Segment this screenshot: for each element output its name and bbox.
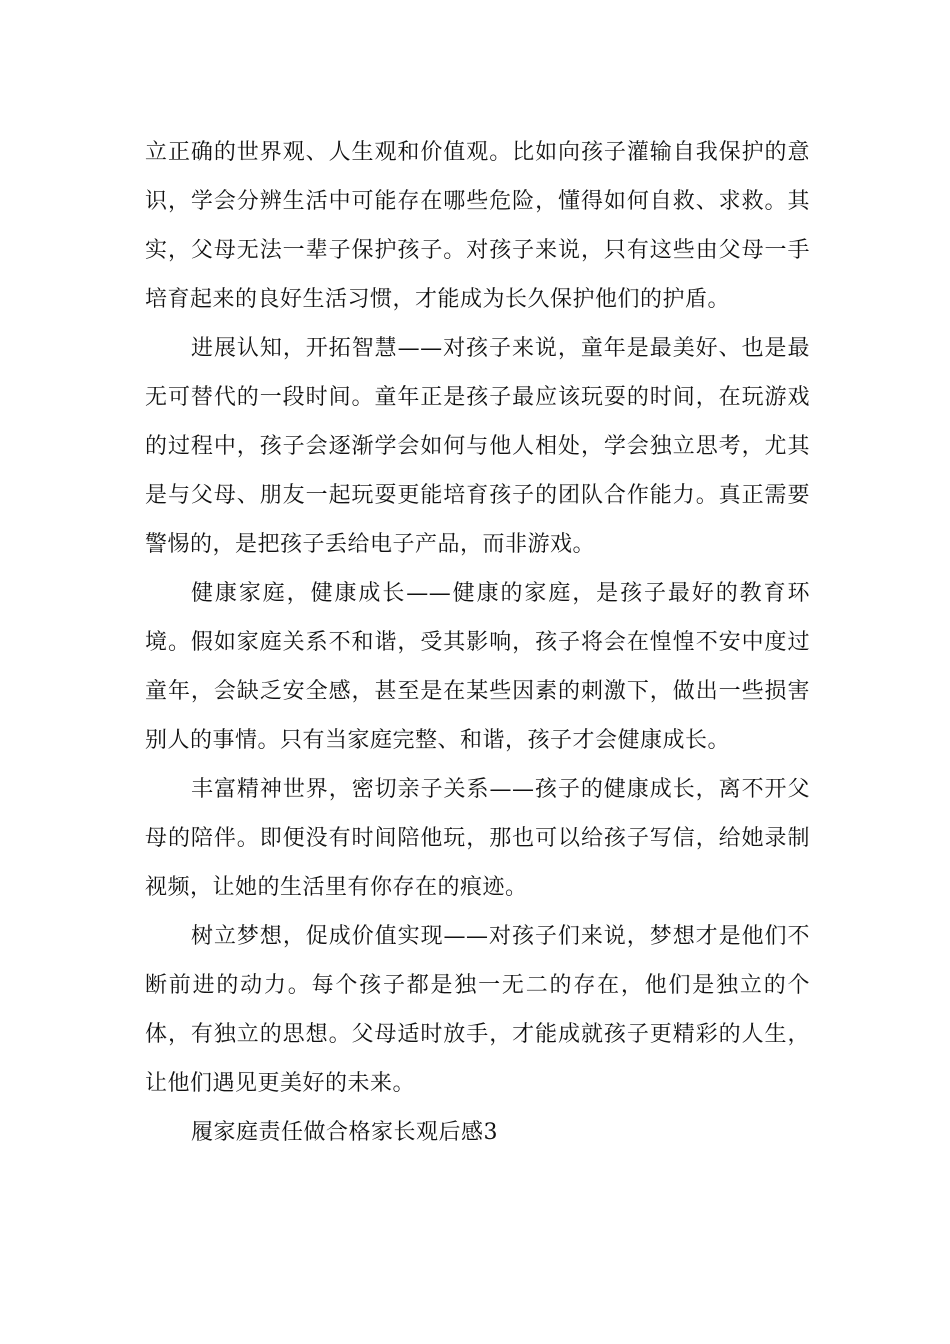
paragraph-healthy-family: 健康家庭，健康成长——健康的家庭，是孩子最好的教育环境。假如家庭关系不和谐，受其影响，孩子将会在惶惶不安中度过童年，会缺乏安全感，甚至是在某些因素的刺激下，做出一些损害别人的事情。只有当家庭完整、和谐，孩子才会健康成长。 xyxy=(145,581,810,753)
paragraph-spiritual-world: 丰富精神世界，密切亲子关系——孩子的健康成长，离不开父母的陪伴。即便没有时间陪他玩，那也可以给孩子写信，给她录制视频，让她的生活里有你存在的痕迹。 xyxy=(145,777,810,900)
paragraph-continuation: 立正确的世界观、人生观和价值观。比如向孩子灌输自我保护的意识，学会分辨生活中可能存在哪些危险，懂得如何自救、求救。其实，父母无法一辈子保护孩子。对孩子来说，只有这些由父母一手培育起来的良好生活习惯，才能成为长久保护他们的护盾。 xyxy=(145,140,810,312)
section-heading: 履家庭责任做合格家长观后感3 xyxy=(191,1120,498,1145)
paragraph-dreams: 树立梦想，促成价值实现——对孩子们来说，梦想才是他们不断前进的动力。每个孩子都是独一无二的存在，他们是独立的个体，有独立的思想。父母适时放手，才能成就孩子更精彩的人生，让他们遇见更美好的未来。 xyxy=(145,924,810,1096)
document-body xyxy=(145,128,810,1157)
paragraph-cognition: 进展认知，开拓智慧——对孩子来说，童年是最美好、也是最无可替代的一段时间。童年正是孩子最应该玩耍的时间，在玩游戏的过程中，孩子会逐渐学会如何与他人相处，学会独立思考，尤其是与父母、朋友一起玩耍更能培育孩子的团队合作能力。真正需要警惕的，是把孩子丢给电子产品，而非游戏。 xyxy=(145,336,810,557)
